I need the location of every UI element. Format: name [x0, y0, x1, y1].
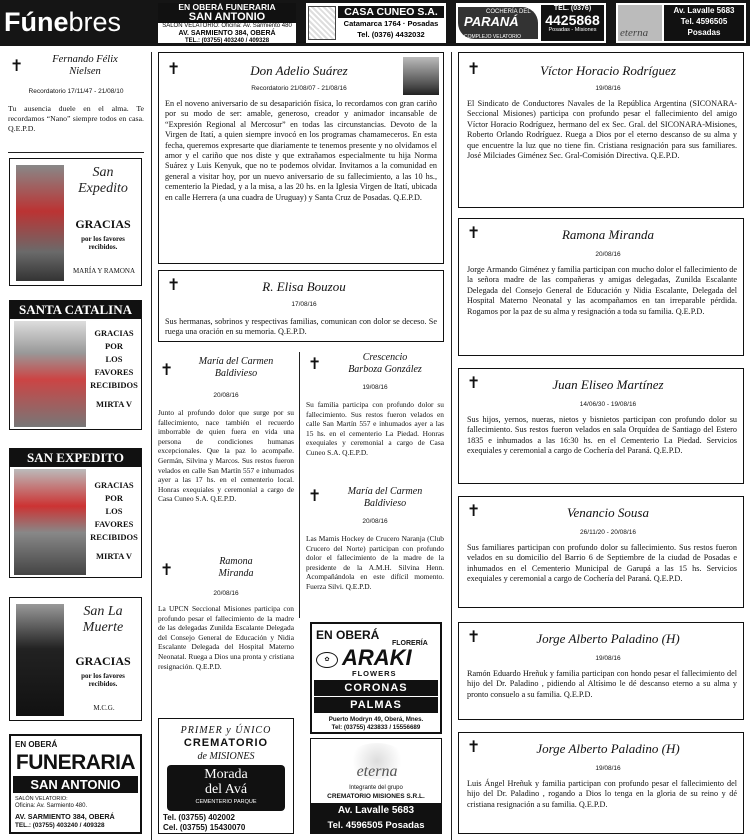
notice-maria-baldivieso-1: ✝ María del Carmen Baldivieso 20/08/16 Junto al profundo dolor que surge por su fallecimiento, nace también el recuerdo imborrable de quien fuera en vida una persona de condiciones humanas excepcionales. Que la paz lo acompañe. Germán, Silvina y Marcos. Sus restos fueron velados en calle San Martín 557 e inhumados ayer a las 17 hs. en el cementerio local. Honras exequiales y ceremonial a cargo de Casa Cuneo S.A. Q.E.P.D.	[158, 356, 294, 504]
ad-eterna: eterna Integrante del grupo CREMATORIO MISIONES S.R.L. Av. Lavalle 5683 Tel. 4596505 Posadas	[310, 738, 442, 834]
notice-ramona-miranda-1: ✝ Ramona Miranda 20/08/16 La UPCN Seccional Misiones participa con profundo pesar el fallecimiento de la madre de las delegadas Zunilda Escalante Delegada del Consejo General de Educación y Nidia Escalante Delegada del Hospital Materno Neonatal. Ruega a Dios una pronta y cristiana resignación. Q.E.P.D.	[158, 556, 294, 671]
cross-icon: ✝	[308, 354, 322, 373]
portrait-photo	[403, 57, 439, 95]
ad-san-la-muerte: San La Muerte GRACIAS por los favores recibidos. M.C.G.	[9, 597, 142, 721]
cross-icon: ✝	[467, 737, 481, 756]
ad-san-expedito: San Expedito GRACIAS por los favores recibidos. MARÍA Y RAMONA	[9, 158, 142, 286]
cross-icon: ✝	[308, 486, 322, 505]
cross-icon: ✝	[160, 560, 174, 579]
araki-logo-icon: ✿	[316, 652, 338, 668]
section-logo: Fúnebres	[4, 7, 122, 37]
cross-icon: ✝	[467, 59, 481, 78]
ad-floreria-araki: EN OBERÁ FLORERÍA ✿ ARAKI FLOWERS CORONAS PALMAS Puerto Modryn 49, Oberá, Mnes. Tel: (03755) 423833 / 15556689	[310, 622, 442, 734]
header-ad-parana: COCHERÍA DEL PARANÁ COMPLEJO VELATORIO TEL. (0376) 4425868 Posadas - Misiones	[456, 3, 606, 43]
cross-icon: ✝	[467, 373, 481, 392]
ad-san-expedito-2: SAN EXPEDITO GRACIAS POR LOS FAVORES RECIBIDOS MIRTA V	[9, 448, 142, 578]
cross-icon: ✝	[167, 275, 181, 294]
divider	[8, 152, 144, 153]
header-ad-san-antonio: EN OBERÁ FUNERARIA SAN ANTONIO SALÓN VELATORIO: Oficina: Av. Sarmiento 480 AV. SARMIENTO 384, OBERÁ TEL.: (03755) 403240 / 409328	[158, 3, 296, 43]
ad-santa-catalina: SANTA CATALINA GRACIAS POR LOS FAVORES RECIBIDOS MIRTA V	[9, 300, 142, 430]
saint-image	[16, 604, 64, 716]
notice-fernando-nielsen: ✝ Fernando Félix Nielsen Recordatorio 17/11/47 - 21/08/10 Tu ausencia duele en el alma. Te recordamos “Nano” siempre todos en casa. Q.E.P.D.	[8, 54, 144, 133]
notice-maria-baldivieso-2: ✝ María del Carmen Baldivieso 20/08/16 Las Mamis Hockey de Crucero Naranja (Club Crucero del Norte) participan con profundo dolor el fallecimiento de la madre de la presidente de la A.M.H. Silvina Henn. Acompañándola en este difícil momento. Fuerza Silvi. Q.E.P.D.	[306, 486, 444, 591]
notice-jorge-paladino-1: ✝ Jorge Alberto Paladino (H) 19/08/16 Ramón Eduardo Hreñuk y familia participan con hondo pesar el fallecimiento del hijo del Dr. Paladino , pidiendo al Altísimo le dé descanso eterno a su alma y pronto consuelo a su familia. Q.E.P.D.	[458, 622, 744, 720]
notice-elisa-bouzou: ✝ R. Elisa Bouzou 17/08/16 Sus hermanas, sobrinos y respectivas familias, comunican con dolor se deceso. Se ruega una oración en su memoria. Q.E.P.D.	[158, 270, 444, 342]
eterna-logo: eterna	[620, 27, 649, 39]
column-divider	[451, 52, 452, 840]
cross-icon: ✝	[160, 360, 174, 379]
cuneo-emblem-icon	[308, 6, 336, 40]
ad-funeraria-san-antonio: EN OBERÁ FUNERARIA SAN ANTONIO SALÓN VELATORIO: Oficina: Av. Sarmiento 480. AV. SARMIENTO 384, OBERÁ TEL.: (03755) 403240 / 409328	[9, 734, 142, 834]
column-divider	[151, 52, 152, 840]
header-ad-eterna: eterna Av. Lavalle 5683 Tel. 4596505 Posadas	[616, 3, 746, 43]
ad-crematorio-morada: PRIMER y ÚNICO CREMATORIO de MISIONES Morada del Avá CEMENTERIO PARQUE Tel. (03755) 402002 Cel. (03755) 15430070	[158, 718, 294, 834]
header-ad-casa-cuneo: CASA CUNEO S.A. Catamarca 1764 · Posadas Tel. (0376) 4432032	[306, 3, 446, 43]
cross-icon: ✝	[467, 627, 481, 646]
notice-juan-martinez: ✝ Juan Eliseo Martínez 14/06/30 - 19/08/16 Sus hijos, yernos, nueras, nietos y bisnietos participan con profundo dolor su fallecimiento. Sus restos fueron velados en sala Orquídea de Santiago del Estero 1835 e inhumados a las 16:30 hs. en el Cementerio La Piedad. Servicios exequiales y ceremonial a cargo de Cochería del Paraná. Q.E.P.D.	[458, 368, 744, 484]
saint-image	[14, 321, 86, 427]
saint-image	[16, 165, 64, 281]
notice-ramona-miranda-2: ✝ Ramona Miranda 20/08/16 Jorge Armando Giménez y familia participan con mucho dolor el fallecimiento de la señora madre de las compañeras y amigas delegadas, Zunilda Escalante Delegada del Consejo General de Educación y Nidia Escalante, Delegada del Hospital Materno Neonatal y las acompañamos en tan irreparable pérdida. Rogamos por la paz de su alma y resignación a toda su familia. Q.E.P.D.	[458, 218, 744, 356]
cross-icon: ✝	[167, 59, 181, 78]
notice-jorge-paladino-2: ✝ Jorge Alberto Paladino (H) 19/08/16 Luis Ángel Hreñuk y familia participan con profundo pesar el fallecimiento del hijo del Dr. Paladino , rogando a Dios lo tenga en la gloria de su reino y dé cristiana resignación a su familia. Q.E.P.D.	[458, 732, 744, 834]
cross-icon: ✝	[467, 501, 481, 520]
notice-crescencio-barboza: ✝ Crescencio Barboza González 19/08/16 Su familia participa con profundo dolor su fallecimiento. Sus restos fueron velados en calle San Martín 557 e inhumados ayer a las 15 hs. en el cementerio La Piedad. Honras exequiales y ceremonial a cargo de Casa Cuneo S.A. Q.E.P.D.	[306, 352, 444, 457]
notice-venancio-sousa: ✝ Venancio Sousa 26/11/20 - 20/08/16 Sus familiares participan con profundo dolor su fallecimiento. Sus restos fueron velados en su domicilio del Barrio 6 de Septiembre de la ciudad de Posadas e inhumados en el Cementerio Municipal de Garupá a las 15 hs. Servicios exequiales y ceremonial a cargo de Cochería del Paraná. Q.E.P.D.	[458, 496, 744, 608]
notice-adelio-suarez: ✝ Don Adelio Suárez Recordatorio 21/08/07 - 21/08/16 En el noveno aniversario de su desaparición física, lo recordamos con gran cariño por su modo de ser: amable, generoso, creador y animador incansable de “Expresión Regional al Mercosur” en todas las circunstancias. Devoto de la Virgen de Itatí, a quien siempre invocó en los programas chamameceros. En esta fecha, queremos expresarte que diariamente te tenemos presente y no olvidamos el amor y el cariño que nos diste y que extrañamos especialmente tu hija Norma Suárez y Luis Kenyuk, que no te podemos olvidar. Invitamos a la comunidad en general a visitar hoy, por un nuevo aniversario de su fallecimiento, a las 10 hs., cementerio la Piedad, y a la misa, a las 20 hs. en la Iglesia Virgen de Itatí, ubicada en calle Herrera (a una cuadra de Uruguay) y Santa Cruz de Posadas. Q.E.P.D.	[158, 52, 444, 264]
column-divider	[299, 352, 300, 618]
notice-victor-rodriguez: ✝ Víctor Horacio Rodríguez 19/08/16 El Sindicato de Conductores Navales de la República Argentina (SICONARA-Seccional Misiones) participa con profundo pesar el fallecimiento del amigo Víctor Horacio Rodríguez, hermano del ex Sec. Gral. del SICONARA-Misiones, Roberto Orlando Rodríguez. Ruega a Dios por el eterno descanso de su alma y que encuentre la luz que no tiene fin. Cristiana resignación para sus familiares. José Milciades Giménez Sec. Gral-Comisión Directiva. Q.E.P.D.	[458, 52, 744, 208]
cross-icon: ✝	[467, 223, 481, 242]
cross-icon: ✝	[10, 56, 24, 75]
saint-image	[14, 469, 86, 575]
